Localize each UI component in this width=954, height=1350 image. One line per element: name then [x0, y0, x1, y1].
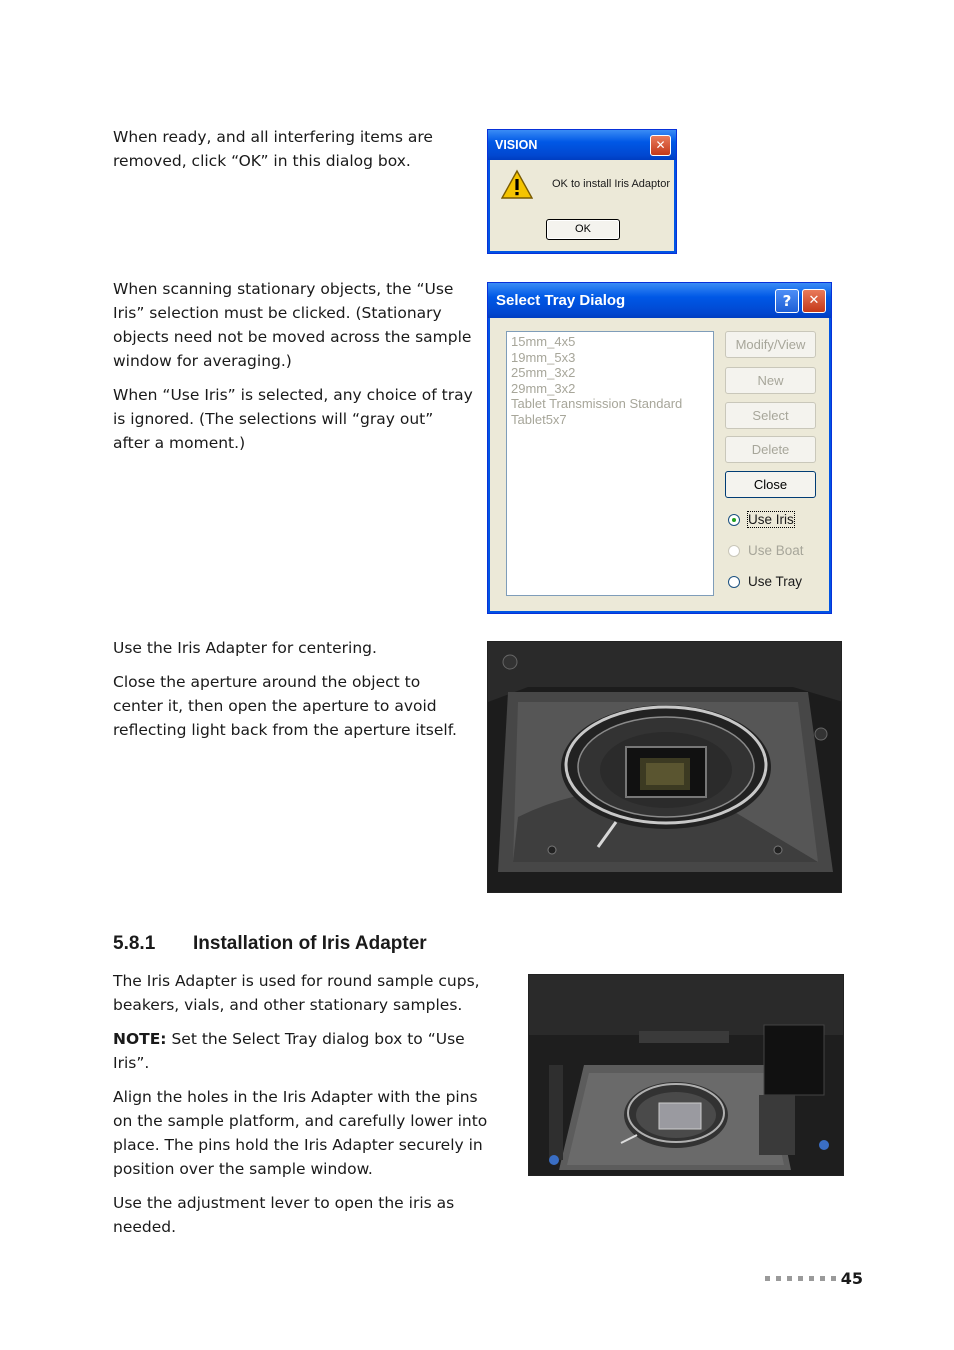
section-number: 5.8.1 — [113, 933, 156, 954]
select-button[interactable] — [725, 402, 816, 429]
list-item[interactable]: 25mm_3x2 — [511, 365, 576, 380]
section-title: Installation of Iris Adapter — [193, 933, 427, 954]
vision-dialog-close-button[interactable] — [650, 135, 671, 156]
radio-icon — [728, 545, 740, 557]
paragraph: When ready, and all interfering items are removed, click “OK” in this dialog box. — [113, 128, 433, 170]
page-number: 45 — [840, 1269, 863, 1288]
paragraph: The Iris Adapter is used for round sample cups, beakers, vials, and other stationary samples. — [113, 972, 480, 1014]
section-use-iris-instructions — [113, 277, 473, 465]
modify-view-button[interactable] — [725, 331, 816, 358]
list-item[interactable]: Tablet Transmission Standard — [511, 396, 683, 411]
warning-icon — [501, 169, 533, 201]
new-button[interactable] — [725, 367, 816, 394]
close-label: Close — [753, 477, 788, 492]
use-tray-label: Use Tray — [748, 574, 803, 589]
modify-view-label: Modify/View — [735, 337, 806, 352]
paragraph: When “Use Iris” is selected, any choice of tray is ignored. (The selections will “gray out” after a moment.) — [113, 386, 473, 452]
help-icon: ? — [782, 292, 792, 310]
footer-dots-icon — [765, 1276, 837, 1282]
delete-label: Delete — [751, 442, 790, 457]
list-item[interactable]: 19mm_5x3 — [511, 349, 576, 365]
iris-adapter-centering-photo — [487, 641, 842, 893]
use-iris-label: Use Iris — [748, 512, 794, 527]
vision-dialog — [487, 129, 677, 254]
list-item[interactable]: 15mm_4x5 — [511, 334, 576, 349]
iris-adapter-installation-photo — [528, 974, 844, 1176]
radio-selected-icon — [728, 514, 740, 526]
ok-button[interactable] — [546, 219, 620, 240]
paragraph: Use the Iris Adapter for centering. — [113, 639, 377, 657]
radio-icon — [728, 576, 740, 588]
vision-dialog-message: OK to install Iris Adaptor — [552, 178, 670, 190]
tray-dialog-close-button[interactable] — [802, 289, 826, 313]
paragraph: Align the holes in the Iris Adapter with the pins on the sample platform, and carefully lower into place. The pins hold the Iris Adapter securely in position over the sample window. — [113, 1088, 488, 1178]
select-label: Select — [752, 408, 789, 423]
section-ok-instructions — [113, 125, 473, 183]
list-item[interactable]: Tablet5x7 — [511, 411, 567, 427]
select-tray-dialog — [487, 282, 832, 614]
select-tray-title: Select Tray Dialog — [496, 292, 626, 309]
vision-dialog-titlebar — [488, 130, 676, 160]
close-icon: ✕ — [808, 293, 820, 308]
section-installation-instructions — [113, 969, 498, 1249]
close-icon: ✕ — [655, 138, 666, 152]
ok-button-label: OK — [575, 223, 591, 235]
note-label: NOTE: — [113, 1030, 167, 1048]
section-heading — [113, 933, 427, 955]
paragraph: Use the adjustment lever to open the iris as needed. — [113, 1194, 455, 1236]
new-label: New — [757, 373, 784, 388]
list-item[interactable]: 29mm_3x2 — [511, 380, 576, 396]
paragraph: When scanning stationary objects, the “Use Iris” selection must be clicked. (Stationary objects need not be moved across the sample window for averaging.) — [113, 280, 472, 370]
close-button[interactable] — [725, 471, 816, 498]
note-text: Set the Select Tray dialog box to “Use Iris”. — [113, 1030, 465, 1072]
vision-dialog-title: VISION — [495, 138, 538, 152]
section-centering-instructions — [113, 636, 473, 752]
delete-button[interactable] — [725, 436, 816, 463]
note-paragraph — [113, 1027, 498, 1075]
help-button[interactable] — [775, 289, 799, 313]
paragraph: Close the aperture around the object to center it, then open the aperture to avoid reflecting light back from the aperture itself. — [113, 673, 457, 739]
tray-listbox[interactable] — [506, 331, 714, 596]
use-boat-label: Use Boat — [748, 543, 804, 558]
